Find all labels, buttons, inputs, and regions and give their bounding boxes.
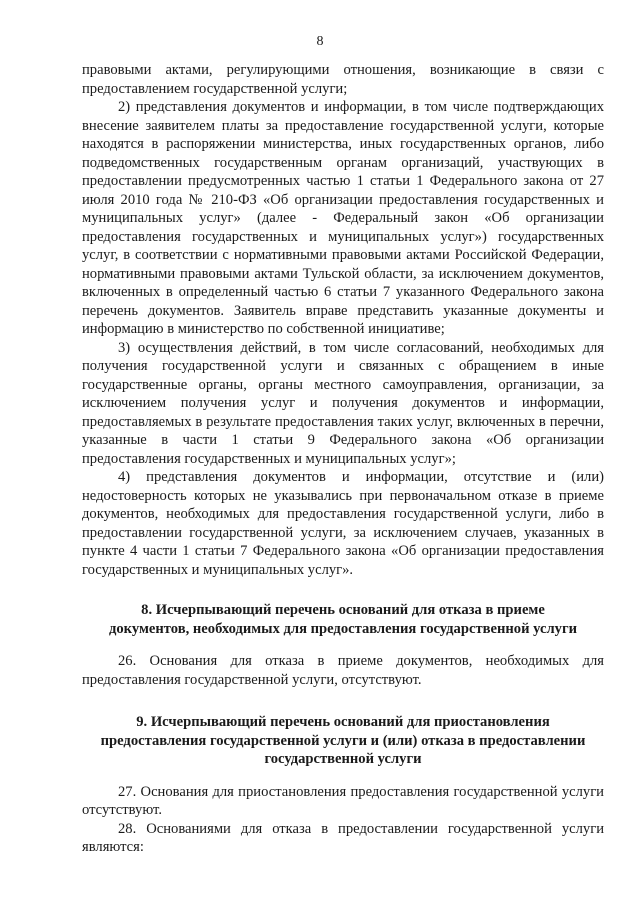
paragraph-item-4: 4) представления документов и информации, отсутствие и (или) недостоверность которых не указывались при первоначальном отказе в приеме документов, необходимых для предоставления государственной услуги, либо в предоставлении государственной услуги, за исключением случаев, указанных в пункте 4 части 1 статьи 7 Федерального закона «Об организации предоставления государственных и муниципальных услуг».: [82, 469, 604, 578]
section-9-heading-line: 9. Исчерпывающий перечень оснований для приостановления: [136, 714, 550, 730]
page-number: 8: [316, 34, 324, 49]
section-8-heading: [82, 601, 604, 638]
paragraph-27: 27. Основания для приостановления предоставления государственной услуги отсутствуют.: [82, 783, 604, 818]
section-9-heading-line: государственной услуги: [264, 751, 422, 767]
section-9-heading: [82, 713, 604, 769]
paragraph-item-2: 2) представления документов и информации, в том числе подтверждающих внесение заявителем платы за предоставление государственной услуги, которые находятся в распоряжении министерства, иных государственных органов, либо подведомственных государственным органам организаций, участвующих в предоставлении предусмотренных частью 1 статьи 1 Федерального закона от 27 июля 2010 года № 210-ФЗ «Об организации предоставления государственных и муниципальных услуг» (далее - Федеральный закон «Об организации предоставления государственных и муниципальных услуг») государственных услуг, в соответствии с нормативными правовыми актами Российской Федерации, нормативными правовыми актами Тульской области, за исключением документов, включенных в определенный частью 6 статьи 7 указанного Федерального закона перечень документов. Заявитель вправе представить указанные документы и информацию в министерство по собственной инициативе;: [82, 99, 604, 337]
section-8-heading-line: документов, необходимых для предоставления государственной услуги: [109, 620, 577, 637]
paragraph-28: 28. Основаниями для отказа в предоставлении государственной услуги являются:: [82, 820, 604, 855]
section-9-heading-line: предоставления государственной услуги и (или) отказа в предоставлении: [100, 732, 586, 749]
section-8-heading-line: 8. Исчерпывающий перечень оснований для отказа в приеме: [141, 602, 545, 618]
document-body: [82, 61, 604, 857]
paragraph-continuation: правовыми актами, регулирующими отношения, возникающие в связи с предоставлением государственной услуги;: [82, 62, 604, 97]
paragraph-26: 26. Основания для отказа в приеме документов, необходимых для предоставления государственной услуги, отсутствуют.: [82, 653, 604, 688]
paragraph-item-3: 3) осуществления действий, в том числе согласований, необходимых для получения государственной услуги и связанных с обращением в иные государственные органы, органы местного самоуправления, организации, за исключением получения услуг и получения документов и информации, предоставляемых в результате предоставления таких услуг, включенных в перечни, указанные в части 1 статьи 9 Федерального закона «Об организации предоставления государственных и муниципальных услуг»;: [82, 339, 604, 467]
